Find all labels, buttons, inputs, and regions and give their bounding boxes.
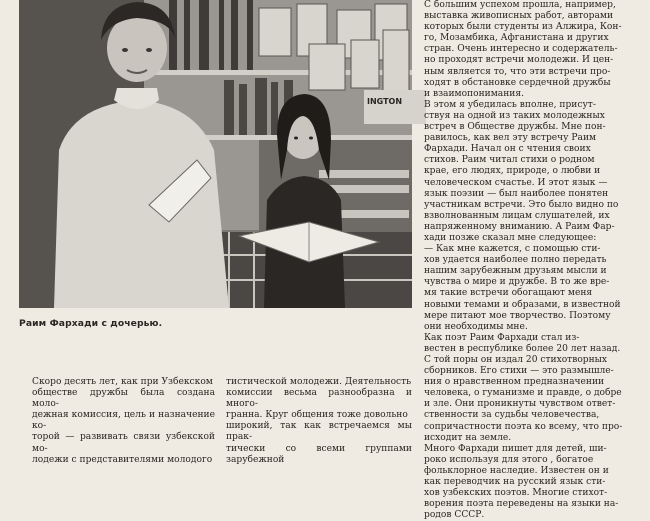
book-cover-text: INGTON <box>367 97 403 106</box>
photo-caption: Раим Фархади с дочерью. <box>19 318 163 329</box>
photo-poet-with-daughter <box>19 0 412 308</box>
article-text-bottom-middle: тистической молодежи. Деятельность комиссии весьма разнообразна и много- гранна. Круг общения тоже довольно широкий, так как встречаемся мы прак- тически со всеми группами зарубежной <box>226 377 412 465</box>
photo-illustration <box>19 0 412 308</box>
article-text-bottom-left: Скоро десять лет, как при Узбекском обществе дружбы была создана моло- дежная комиссия, цель и назначение ко- торой — развивать связи узбекской мо- лодежи с представителями молодого <box>32 377 215 465</box>
article-text-right-column: С большим успехом прошла, например, выставка живописных работ, авторами которых были студенты из Алжира, Кон- го, Мозамбика, Афганистана и других стран. Очень интересно и содержатель- но проходят встречи молодежи. И цен- ным является то, что эти встречи про- ходят в обстановке сердечной дружбы и взаимопонимания. В этом я убедилась вполне, присут- ствуя на одной из таких молодежных встреч в Обществе дружбы. Мне пон- равилось, как вел эту встречу Раим Фархади. Начал он с чтения своих стихов. Раим читал стихи о родном крае, его людях, природе, о любви и человеческом счастье. И этот язык — язык поэзии — был наиболее понятен участникам встречи. Это было видно по взволнованным лицам слушателей, их напряженному вниманию. А Раим Фар- хади позже сказал мне следующее: — Как мне кажется, с помощью сти- хов удается наиболее полно передать нашим зарубежным друзьям мысли и чувства о мире и дружбе. В то же вре- мя такие встречи обогащают меня новыми темами и образами, в известной мере питают мое творчество. Поэтому они необходимы мне. Как поэт Раим Фархади стал из- вестен в республике более 20 лет назад. С той поры он издал 20 стихотворных сборников. Его стихи — это размышле- ния о нравственном предназначении человека, о гуманизме и правде, о добре и зле. Они проникнуты чувством ответ- ственности за судьбы человечества, сопричастности поэта ко всему, что про- исходит на земле. Много Фархади пишет для детей, ши- роко используя для этого , богатое фольклорное наследие. Известен он и как переводчик на русский язык сти- хов узбекских поэтов. Многие стихот- ворения поэта переведены на языки на- родов СССР. <box>424 0 623 521</box>
